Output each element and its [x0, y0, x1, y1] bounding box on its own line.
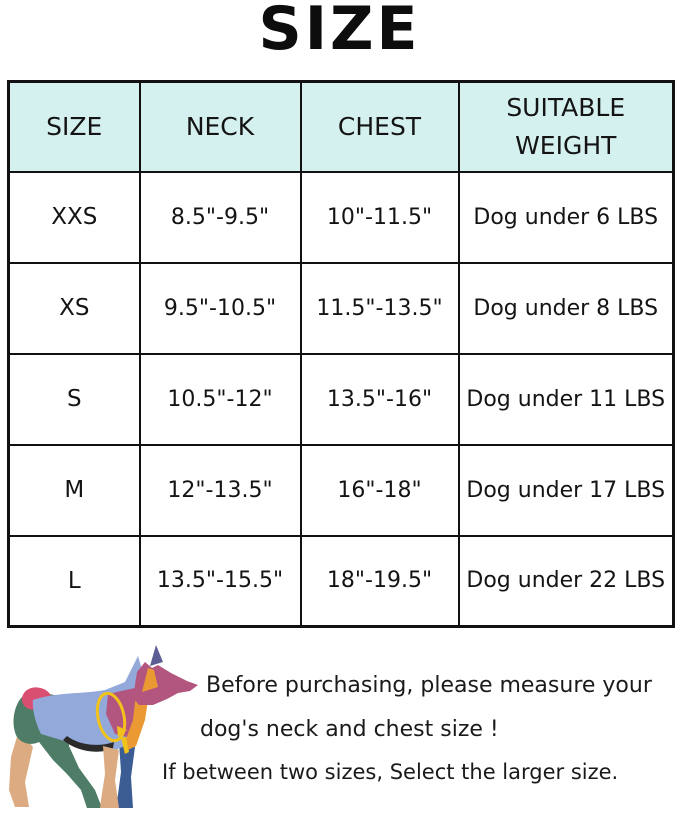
- column-header-neck: NECK: [140, 82, 301, 172]
- cell-size: XXS: [9, 172, 140, 263]
- column-header-suitable-weight: SUITABLE WEIGHT: [459, 82, 674, 172]
- table-row: [9, 172, 674, 263]
- table-row: [9, 263, 674, 354]
- column-header-chest: CHEST: [301, 82, 459, 172]
- cell-size: M: [9, 445, 140, 536]
- cell-chest: 18"-19.5": [301, 536, 459, 627]
- cell-neck: 8.5"-9.5": [140, 172, 301, 263]
- cell-weight: Dog under 8 LBS: [459, 263, 674, 354]
- cell-weight: Dog under 11 LBS: [459, 354, 674, 445]
- note-line-3: If between two sizes, Select the larger size.: [162, 760, 619, 784]
- cell-weight: Dog under 6 LBS: [459, 172, 674, 263]
- cell-neck: 10.5"-12": [140, 354, 301, 445]
- page-title: SIZE: [258, 0, 421, 64]
- cell-neck: 9.5"-10.5": [140, 263, 301, 354]
- cell-chest: 16"-18": [301, 445, 459, 536]
- cell-size: L: [9, 536, 140, 627]
- dog-illustration-svg: [5, 642, 210, 812]
- table-row: [9, 354, 674, 445]
- dog-ear-tip-shape: [150, 645, 163, 666]
- cell-chest: 13.5"-16": [301, 354, 459, 445]
- dog-head-shape: [133, 662, 198, 705]
- cell-size: XS: [9, 263, 140, 354]
- cell-chest: 10"-11.5": [301, 172, 459, 263]
- table-header-row: [9, 82, 674, 172]
- dog-measurement-illustration: [5, 642, 210, 812]
- cell-weight: Dog under 22 LBS: [459, 536, 674, 627]
- table-row: [9, 445, 674, 536]
- cell-weight: Dog under 17 LBS: [459, 445, 674, 536]
- cell-chest: 11.5"-13.5": [301, 263, 459, 354]
- cell-neck: 12"-13.5": [140, 445, 301, 536]
- table-row: [9, 536, 674, 627]
- cell-size: S: [9, 354, 140, 445]
- note-line-1: Before purchasing, please measure your: [206, 673, 652, 698]
- column-header-size: SIZE: [9, 82, 140, 172]
- dog-near-front-leg-shape: [100, 746, 119, 808]
- cell-neck: 13.5"-15.5": [140, 536, 301, 627]
- size-table: [7, 80, 675, 628]
- note-line-2: dog's neck and chest size !: [200, 717, 499, 742]
